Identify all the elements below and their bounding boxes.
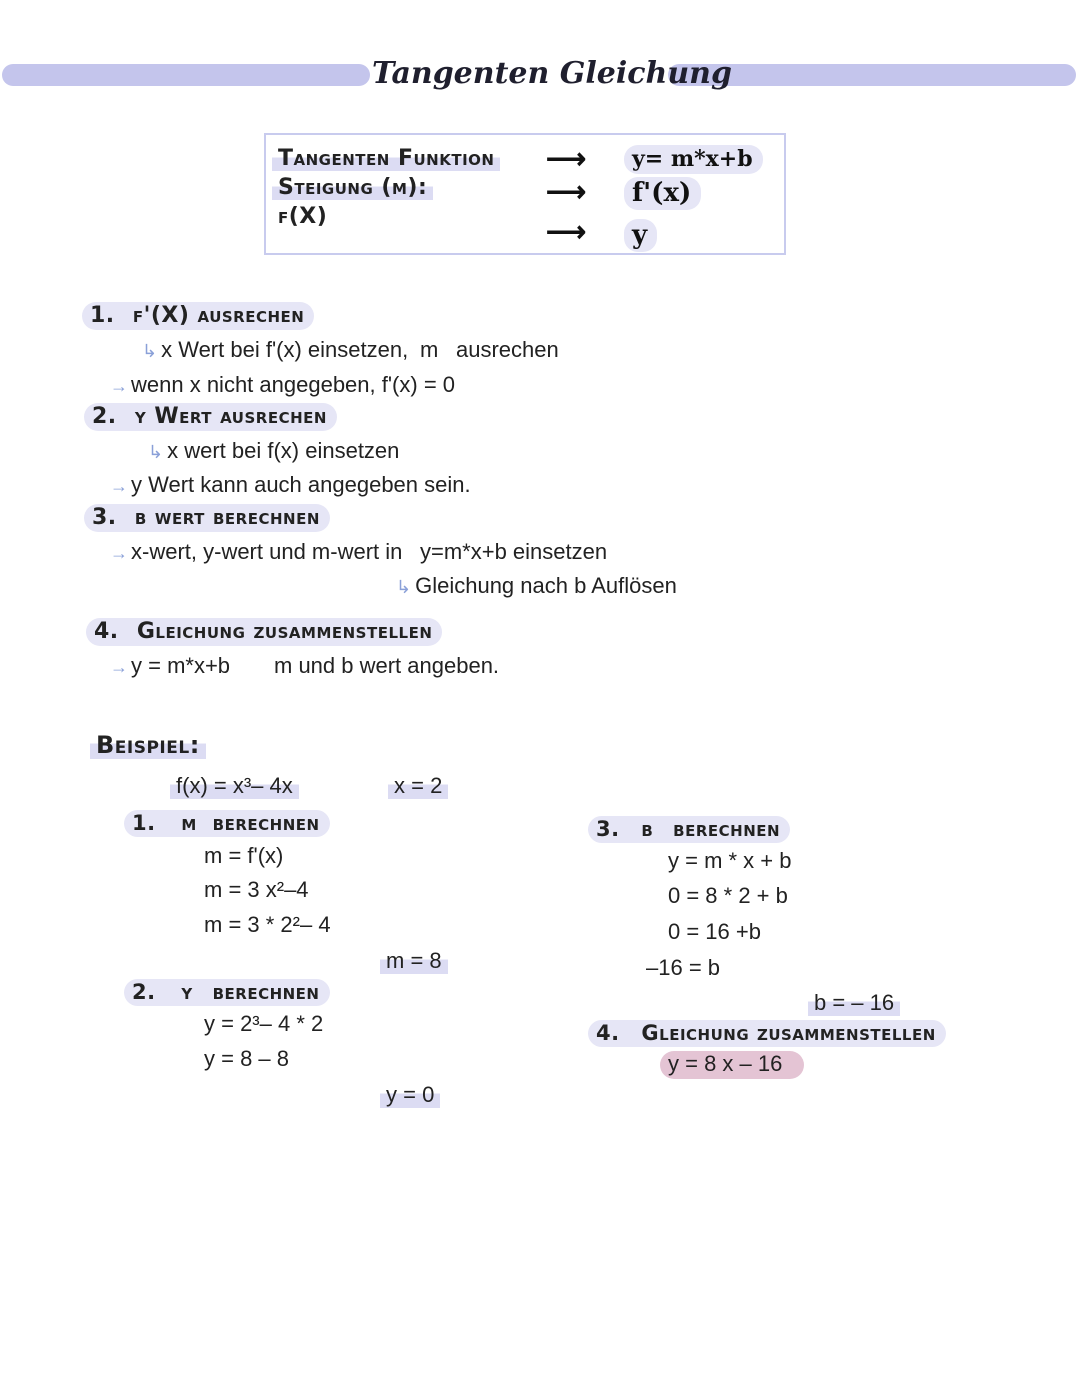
example-x-value: x = 2 — [388, 773, 448, 799]
example-step-3-number: 3. — [596, 817, 620, 841]
return-arrow-icon: ↳ — [396, 577, 412, 597]
example-step-2-line-1: y = 2³– 4 * 2 — [204, 1011, 324, 1036]
step-3-line-1-text: x-wert, y-wert und m-wert in — [131, 539, 403, 564]
example-step-1-number: 1. — [132, 811, 156, 835]
arrow-right-icon: → — [110, 543, 128, 563]
example-step-1-line-3: m = 3 * 2²– 4 — [204, 912, 331, 937]
arrow-right-icon: ⟶ — [546, 216, 587, 247]
step-2-number: 2. — [92, 404, 117, 429]
def-term-1: Tangenten Funktion — [272, 146, 500, 171]
example-final-equation: y = 8 x – 16 — [660, 1051, 804, 1079]
def-value-2: f'(x) — [624, 177, 701, 210]
step-3-line-3-text: Gleichung nach b Auflösen — [415, 573, 677, 598]
example-step-3-line-1: y = m * x + b — [668, 848, 792, 873]
def-value-3: y — [624, 219, 657, 252]
example-step-2-line-2: y = 8 – 8 — [204, 1046, 290, 1071]
example-step-4-heading — [588, 1020, 946, 1047]
step-3-line-2: y=m*x+b einsetzen — [420, 539, 608, 564]
example-step-2-result: y = 0 — [380, 1082, 440, 1108]
page-title: Tangenten Gleichung — [372, 56, 732, 91]
arrow-right-icon: → — [110, 476, 128, 496]
step-4-title: Gleichung zusammenstellen — [136, 619, 433, 644]
step-2-heading — [84, 403, 337, 431]
example-step-4-number: 4. — [596, 1021, 620, 1045]
example-function: f(x) = x³– 4x — [170, 773, 299, 799]
example-step-1-line-2: m = 3 x²–4 — [204, 877, 309, 902]
example-step-3-var: b — [641, 817, 654, 841]
example-step-1-result: m = 8 — [380, 948, 448, 974]
example-step-1-line-1: m = f'(x) — [204, 843, 284, 868]
step-2-line-2-text: y Wert kann auch angegeben sein. — [131, 472, 471, 497]
step-4-number: 4. — [94, 619, 119, 644]
def-value-1: y= m*x+b — [624, 145, 763, 174]
example-step-3-title: berechnen — [673, 817, 781, 841]
example-step-2-var: y — [181, 980, 193, 1004]
step-4-line-1-text: y = m*x+b — [131, 653, 231, 678]
example-step-3-line-4: –16 = b — [646, 955, 721, 980]
step-3-heading — [84, 504, 330, 532]
example-step-2-number: 2. — [132, 980, 156, 1004]
example-step-4-title: Gleichung zusammenstellen — [641, 1021, 936, 1045]
example-step-3-heading — [588, 816, 790, 843]
example-step-1-title: berechnen — [212, 811, 320, 835]
def-term-2: Steigung (m): — [272, 175, 433, 200]
example-step-2-title: berechnen — [212, 980, 320, 1004]
step-2-line-2 — [110, 472, 471, 498]
step-3-line-1 — [110, 539, 402, 565]
step-1-number: 1. — [90, 303, 115, 328]
step-3-number: 3. — [92, 505, 117, 530]
step-2-line-1-text: x wert bei f(x) einsetzen — [167, 438, 400, 463]
def-term-3: f(X) — [278, 204, 328, 229]
example-step-3-line-2: 0 = 8 * 2 + b — [668, 883, 788, 908]
example-step-3-result: b = – 16 — [808, 990, 900, 1016]
step-1-line-2-text: wenn x nicht angegeben, f'(x) = 0 — [131, 372, 456, 397]
example-step-3-line-3: 0 = 16 +b — [668, 919, 761, 944]
step-1-extra-ausrechen: ausrechen — [456, 337, 559, 362]
step-4-line-2: m und b wert angeben. — [274, 653, 500, 678]
example-step-1-heading — [124, 810, 330, 837]
step-4-line-1 — [110, 653, 230, 679]
example-label: Beispiel: — [90, 731, 206, 759]
step-1-title: f'(X) ausrechen — [132, 303, 305, 328]
step-1-line-1 — [142, 337, 408, 363]
arrow-right-icon: ⟶ — [546, 143, 587, 174]
step-3-line-3 — [396, 573, 677, 599]
example-step-1-var: m — [181, 811, 197, 835]
example-step-2-heading — [124, 979, 330, 1006]
arrow-right-icon: → — [110, 376, 128, 396]
step-2-title: y Wert ausrechen — [134, 404, 327, 429]
step-1-line-1-text: x Wert bei f'(x) einsetzen, — [161, 337, 409, 362]
step-2-line-1 — [148, 438, 399, 464]
return-arrow-icon: ↳ — [142, 341, 158, 361]
step-1-line-2 — [110, 372, 455, 398]
step-1-extra-m: m — [420, 337, 439, 362]
title-bar-left — [2, 64, 370, 86]
step-4-heading — [86, 618, 442, 646]
step-1-heading — [82, 302, 314, 330]
arrow-right-icon: ⟶ — [546, 176, 587, 207]
return-arrow-icon: ↳ — [148, 442, 164, 462]
step-3-title: b wert berechnen — [134, 505, 320, 530]
arrow-right-icon: → — [110, 657, 128, 677]
